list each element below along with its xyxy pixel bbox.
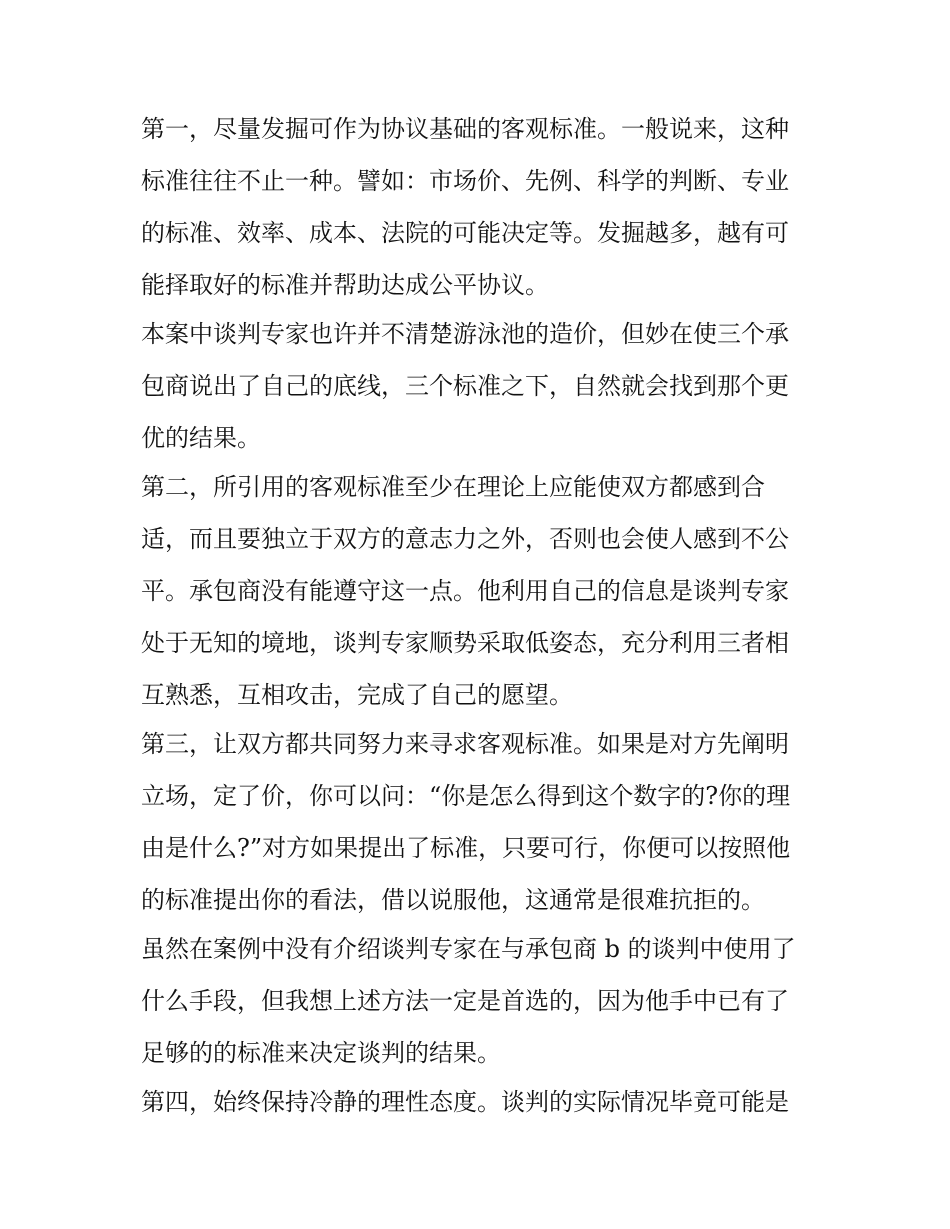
text-line: 包商说出了自己的底线，三个标准之下，自然就会找到那个更	[141, 372, 789, 400]
text-line: 第二，所引用的客观标准至少在理论上应能使双方都感到合	[141, 473, 765, 501]
text-line: 标准往往不止一种。譬如：市场价、先例、科学的判断、专业	[141, 167, 789, 195]
text-line: 平。承包商没有能遵守这一点。他利用自己的信息是谈判专家	[141, 577, 789, 605]
text-line: 第一，尽量发掘可作为协议基础的客观标准。一般说来，这种	[141, 115, 789, 143]
text-line: 互熟悉，互相攻击，完成了自己的愿望。	[141, 681, 573, 709]
text-line: 立场，定了价，你可以问：“你是怎么得到这个数字的?你的理	[141, 782, 791, 810]
text-line: 处于无知的境地，谈判专家顺势采取低姿态，充分利用三者相	[141, 629, 789, 657]
text-line: 第三，让双方都共同努力来寻求客观标准。如果是对方先阐明	[141, 730, 789, 758]
text-line: 优的结果。	[141, 424, 261, 452]
text-line: 的标准提出你的看法，借以说服他，这通常是很难抗拒的。	[141, 886, 765, 914]
text-line: 第四，始终保持冷静的理性态度。谈判的实际情况毕竟可能是	[141, 1088, 789, 1116]
text-line: 由是什么?”对方如果提出了标准，只要可行，你便可以按照他	[141, 834, 791, 862]
text-line: 足够的的标准来决定谈判的结果。	[141, 1039, 501, 1067]
text-line: 虽然在案例中没有介绍谈判专家在与承包商 b 的谈判中使用了	[141, 935, 796, 963]
text-line: 本案中谈判专家也许并不清楚游泳池的造价，但妙在使三个承	[141, 320, 789, 348]
text-line: 的标准、效率、成本、法院的可能决定等。发掘越多，越有可	[141, 219, 789, 247]
text-line: 适，而且要独立于双方的意志力之外，否则也会使人感到不公	[141, 525, 789, 553]
text-line: 能择取好的标准并帮助达成公平协议。	[141, 271, 549, 299]
text-line: 什么手段，但我想上述方法一定是首选的，因为他手中已有了	[141, 987, 789, 1015]
